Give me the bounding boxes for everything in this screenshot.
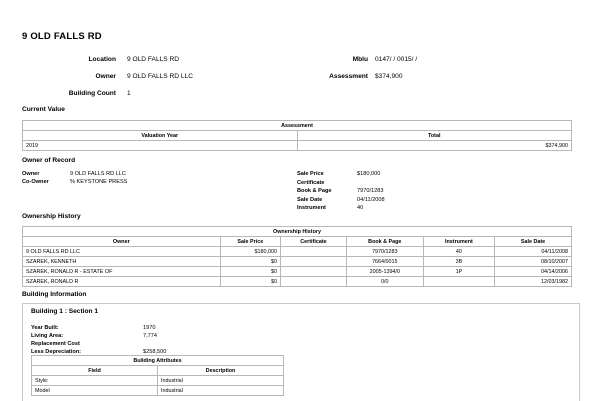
attribute-field-cell: Model — [32, 386, 158, 396]
col-sale-date-header: Sale Date — [495, 237, 572, 247]
assessment-caption: Assessment — [23, 121, 572, 131]
instrument-label: Instrument — [297, 205, 326, 211]
instrument-value: 40 — [357, 205, 364, 211]
owner-label: Owner — [95, 73, 116, 80]
history-sale-date-cell: 08/10/2007 — [495, 257, 572, 267]
history-sale-date-cell: 04/11/2008 — [495, 247, 572, 257]
building-section-title: Building 1 : Section 1 — [31, 308, 99, 315]
history-instrument-cell — [423, 277, 494, 287]
owner-value: 9 OLD FALLS RD LLC — [127, 73, 193, 80]
ownership-history-caption: Ownership History — [23, 227, 572, 237]
building-attributes-table — [31, 355, 284, 396]
table-row — [23, 141, 572, 151]
history-sale-date-cell: 04/14/2006 — [495, 267, 572, 277]
history-price-cell: $0 — [220, 257, 280, 267]
history-price-cell: $0 — [220, 267, 280, 277]
current-value-heading: Current Value — [22, 106, 65, 113]
history-certificate-cell — [281, 277, 347, 287]
building-count-value: 1 — [127, 90, 131, 97]
assessment-value: $374,900 — [375, 73, 403, 80]
sale-price-label: Sale Price — [297, 171, 324, 177]
history-certificate-cell — [281, 267, 347, 277]
table-row — [23, 277, 572, 287]
current-value-table — [22, 120, 572, 151]
history-sale-date-cell: 12/03/1982 — [495, 277, 572, 287]
mblu-label: Mblu — [352, 56, 368, 63]
history-price-cell: $180,000 — [220, 247, 280, 257]
total-cell: $374,900 — [297, 141, 572, 151]
less-depreciation-label: Less Depreciation: — [31, 349, 82, 355]
table-row — [23, 257, 572, 267]
record-owner-label: Owner — [22, 171, 40, 177]
col-instrument-header: Instrument — [423, 237, 494, 247]
history-owner-cell: SZAREK, RONALD R — [23, 277, 221, 287]
history-certificate-cell — [281, 257, 347, 267]
valuation-year-header: Valuation Year — [23, 131, 298, 141]
replacement-cost-label: Replacement Cost — [31, 341, 80, 347]
ownership-history-heading: Ownership History — [22, 213, 81, 220]
field-header: Field — [32, 366, 158, 376]
ownership-history-table — [22, 226, 572, 287]
building-count-label: Building Count — [68, 90, 116, 97]
history-price-cell: $0 — [220, 277, 280, 287]
less-depreciation-value: $258,500 — [143, 349, 167, 355]
table-row — [32, 376, 284, 386]
coowner-label: Co-Owner — [22, 179, 49, 185]
attribute-field-cell: Style: — [32, 376, 158, 386]
location-label: Location — [88, 56, 116, 63]
history-certificate-cell — [281, 247, 347, 257]
location-value: 9 OLD FALLS RD — [127, 56, 180, 63]
history-instrument-cell: 40 — [423, 247, 494, 257]
year-built-value: 1970 — [143, 325, 156, 331]
mblu-value: 0147/ / 0015/ / — [375, 56, 418, 63]
table-row — [32, 386, 284, 396]
attribute-description-cell: Industrial — [158, 386, 284, 396]
history-instrument-cell: 3B — [423, 257, 494, 267]
valuation-year-cell: 2019 — [23, 141, 298, 151]
history-book-page-cell: 2005-1394/0 — [346, 267, 423, 277]
sale-date-label: Sale Date — [297, 196, 323, 203]
total-header: Total — [297, 131, 572, 141]
history-owner-cell: SZAREK, KENNETH — [23, 257, 221, 267]
sale-date-value: 04/11/2008 — [357, 196, 385, 203]
history-book-page-cell: 7664/0015 — [346, 257, 423, 267]
col-owner-header: Owner — [23, 237, 221, 247]
page-title: 9 OLD FALLS RD — [22, 31, 102, 42]
building-information-heading: Building Information — [22, 291, 87, 298]
col-book-page-header: Book & Page — [346, 237, 423, 247]
book-page-label: Book & Page — [297, 188, 332, 194]
book-page-value: 7970/1283 — [357, 188, 384, 194]
col-certificate-header: Certificate — [281, 237, 347, 247]
description-header: Description — [158, 366, 284, 376]
coowner-value: % KEYSTONE PRESS — [70, 179, 128, 185]
living-area-value: 7,774 — [143, 333, 157, 339]
certificate-label: Certificate — [297, 179, 325, 186]
history-book-page-cell: 0/0 — [346, 277, 423, 287]
building-attributes-caption: Building Attributes — [32, 356, 284, 366]
year-built-label: Year Built: — [31, 325, 59, 331]
sale-price-value: $180,000 — [357, 171, 381, 177]
history-instrument-cell: 1P — [423, 267, 494, 277]
history-owner-cell: 9 OLD FALLS RD LLC — [23, 247, 221, 257]
col-sale-price-header: Sale Price — [220, 237, 280, 247]
owner-of-record-heading: Owner of Record — [22, 157, 76, 164]
history-book-page-cell: 7970/1283 — [346, 247, 423, 257]
table-row — [23, 247, 572, 257]
living-area-label: Living Area: — [31, 333, 64, 339]
table-row — [23, 267, 572, 277]
record-owner-value: 9 OLD FALLS RD LLC — [70, 171, 126, 177]
attribute-description-cell: Industrial — [158, 376, 284, 386]
assessment-label: Assessment — [329, 73, 368, 80]
history-owner-cell: SZAREK, RONALD R - ESTATE OF — [23, 267, 221, 277]
